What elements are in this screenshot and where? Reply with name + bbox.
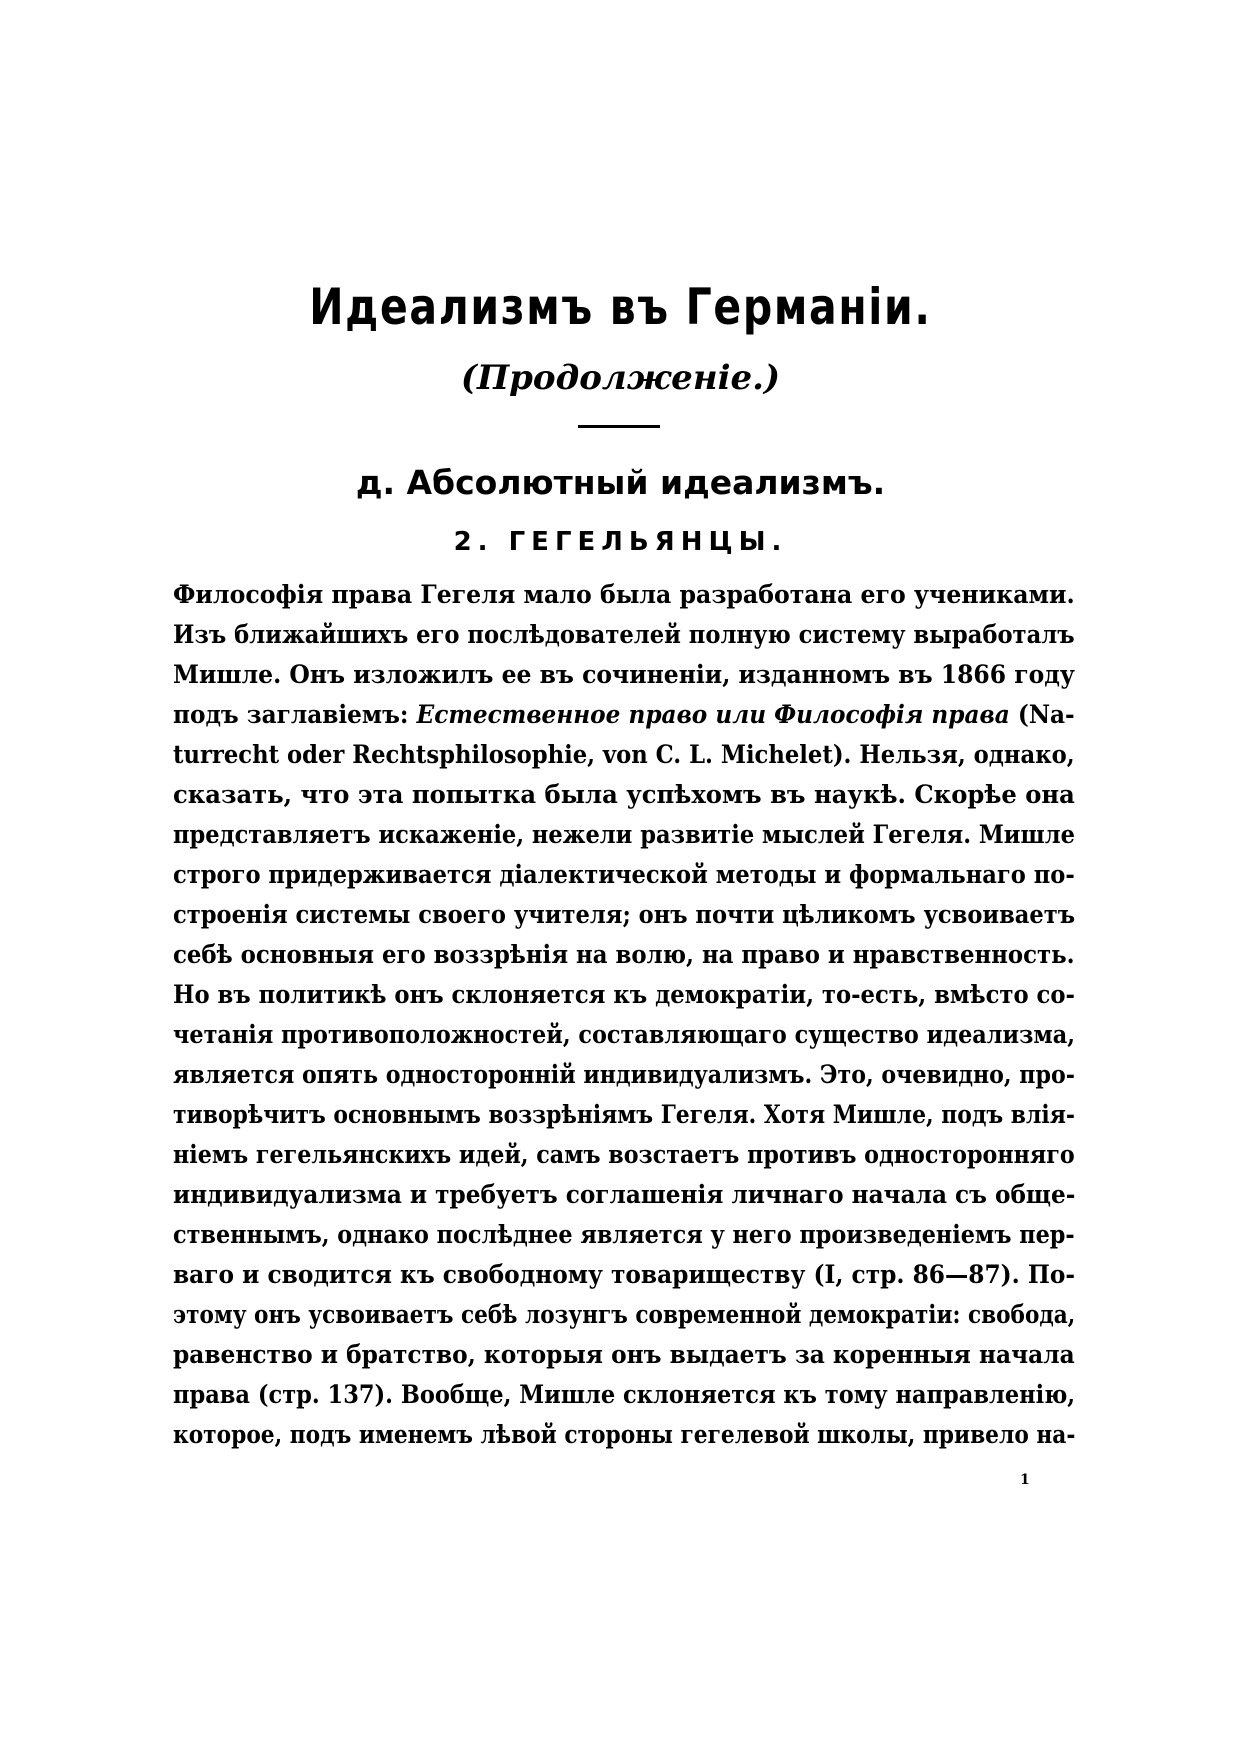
section-heading: д. Абсолютный идеализмъ. <box>355 463 886 502</box>
text-line: которое, подъ именемъ лѣвой стороны гегелевой школы, привело на- <box>173 1420 1076 1449</box>
text-line: Философія права Гегеля мало была разработана его учениками. <box>173 580 1075 609</box>
article-title: Идеализмъ въ Германіи. <box>309 278 932 336</box>
text-span: подъ заглавіемъ: <box>173 700 417 729</box>
title-divider <box>578 425 660 428</box>
text-line: равенство и братство, которыя онъ выдаетъ за коренныя начала <box>173 1340 1075 1369</box>
text-line: turrecht oder Rechtsphilosophie, von C. L. Michelet). Нельзя, однако, <box>173 740 1075 769</box>
text-line: этому онъ усвоиваетъ себѣ лозунгъ современной демократіи: свобода, <box>173 1300 1076 1329</box>
text-line: индивидуализма и требуетъ соглашенія личнаго начала съ обще- <box>173 1180 1076 1209</box>
text-line: тиворѣчитъ основнымъ воззрѣніямъ Гегеля. Хотя Мишле, подъ влія- <box>173 1100 1075 1129</box>
text-line: Изъ ближайшихъ его послѣдователей полную систему выработалъ <box>173 620 1075 649</box>
text-line: ваго и сводится къ свободному товариществу (I, стр. 86—87). По- <box>173 1260 1076 1289</box>
text-line: строенія системы своего учителя; онъ почти цѣликомъ усвоиваетъ <box>173 900 1076 929</box>
text-line: ственнымъ, однако послѣднее является у него произведеніемъ пер- <box>173 1220 1075 1249</box>
text-line: представляетъ искаженіе, нежели развитіе мыслей Гегеля. Мишле <box>173 820 1075 849</box>
text-line: сказать, что эта попытка была успѣхомъ въ наукѣ. Скорѣе она <box>173 780 1075 809</box>
text-line: права (стр. 137). Вообще, Мишле склоняется къ тому направленію, <box>173 1380 1076 1409</box>
article-subtitle: (Продолженіе.) <box>460 358 781 398</box>
text-line: ніемъ гегельянскихъ идей, самъ возстаетъ противъ односторонняго <box>173 1140 1075 1169</box>
text-line: является опять односторонній индивидуализмъ. Это, очевидно, про- <box>173 1060 1075 1089</box>
italic-title: Естественное право или Философія права <box>416 700 1010 729</box>
text-line: Но въ политикѣ онъ склоняется къ демократіи, то-есть, вмѣсто со- <box>173 980 1075 1009</box>
text-span: (Na- <box>1009 700 1075 729</box>
text-line: строго придерживается діалектической методы и формальнаго по- <box>173 860 1075 889</box>
subsection-heading: 2. ГЕГЕЛЬЯНЦЫ. <box>453 527 788 557</box>
text-line: Мишле. Онъ изложилъ ее въ сочиненіи, изданномъ въ 1866 году <box>173 660 1075 689</box>
text-line-with-italic <box>173 695 1075 735</box>
signature-mark: 1 <box>1020 1472 1030 1488</box>
text-line: себѣ основныя его воззрѣнія на волю, на право и нравственность. <box>173 940 1075 969</box>
text-line: четанія противоположностей, составляющаго существо идеализма, <box>173 1020 1076 1049</box>
body-text <box>173 575 1075 1455</box>
